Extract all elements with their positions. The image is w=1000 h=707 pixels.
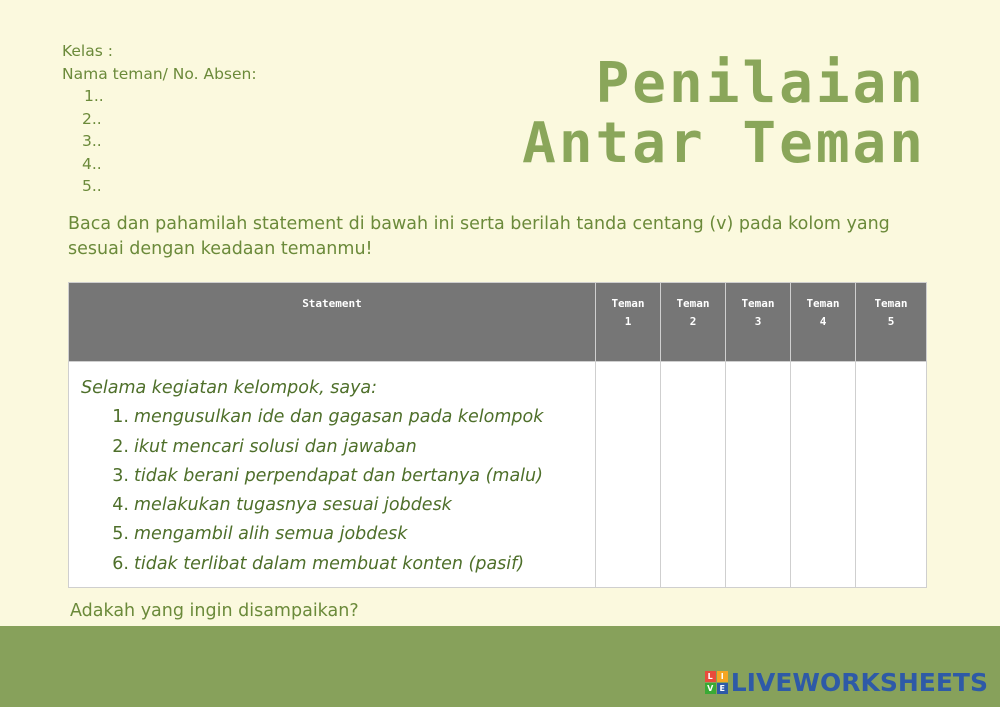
title-line-2: Antar Teman — [522, 111, 926, 176]
item-number: 1. — [112, 407, 129, 428]
item-text: mengambil alih semua jobdesk — [134, 524, 408, 545]
list-item — [101, 462, 595, 491]
check-cell-teman-4[interactable] — [791, 362, 856, 588]
class-label: Kelas : — [62, 42, 113, 60]
friend-number-4: 4.. — [82, 154, 102, 173]
item-number: 6. — [112, 553, 129, 574]
liveworksheets-brand — [705, 668, 988, 697]
friend-number-3: 3.. — [82, 132, 102, 150]
logo-letter: E — [717, 683, 728, 694]
statement-intro: Selama kegiatan kelompok, saya: — [81, 378, 378, 398]
item-text: mengusulkan ide dan gagasan pada kelompok — [134, 407, 544, 428]
check-cell-teman-3[interactable] — [726, 362, 791, 588]
list-item — [101, 433, 595, 462]
student-info — [62, 40, 257, 198]
item-number: 3. — [112, 465, 129, 486]
page-title — [522, 51, 926, 176]
item-text: tidak terlibat dalam membuat konten (pasif) — [134, 553, 525, 574]
list-item — [101, 520, 595, 549]
table-header-row — [69, 283, 927, 362]
question-text: Adakah yang ingin disampaikan? — [70, 601, 359, 621]
list-item — [101, 403, 595, 432]
friend-number-5: 5.. — [82, 177, 102, 195]
table-row — [69, 362, 927, 588]
logo-letter: V — [705, 683, 716, 694]
item-number: 4. — [112, 495, 129, 516]
list-item — [101, 491, 595, 520]
title-line-1: Penilaian — [595, 51, 926, 116]
instruction-text: Baca dan pahamilah statement di bawah ini serta berilah tanda centang (v) pada kolom yang sesuai dengan keadaan temanmu! — [68, 214, 890, 259]
statement-list — [81, 403, 595, 579]
item-number: 2. — [112, 436, 129, 457]
header-statement: Statement — [69, 283, 596, 362]
check-cell-teman-5[interactable] — [856, 362, 927, 588]
item-text: tidak berani perpendapat dan bertanya (malu) — [134, 465, 543, 486]
header-teman-2: Teman 2 — [661, 283, 726, 362]
check-cell-teman-1[interactable] — [596, 362, 661, 588]
item-text: melakukan tugasnya sesuai jobdesk — [134, 495, 452, 516]
check-cell-teman-2[interactable] — [661, 362, 726, 588]
brand-name: LIVEWORKSHEETS — [730, 668, 988, 697]
header-teman-1: Teman 1 — [596, 283, 661, 362]
item-number: 5. — [112, 524, 129, 545]
header-teman-3: Teman 3 — [726, 283, 791, 362]
statement-cell — [69, 362, 596, 588]
friend-label: Nama teman/ No. Absen: — [62, 64, 257, 83]
item-text: ikut mencari solusi dan jawaban — [134, 436, 417, 457]
header-teman-4: Teman 4 — [791, 283, 856, 362]
liveworksheets-logo-icon — [705, 671, 728, 694]
header-teman-5: Teman 5 — [856, 283, 927, 362]
assessment-table — [68, 282, 927, 588]
logo-letter: I — [717, 671, 728, 682]
list-item — [101, 550, 595, 579]
friend-number-1: 1.. — [84, 87, 104, 105]
friend-number-2: 2.. — [82, 109, 102, 128]
logo-letter: L — [705, 671, 716, 682]
